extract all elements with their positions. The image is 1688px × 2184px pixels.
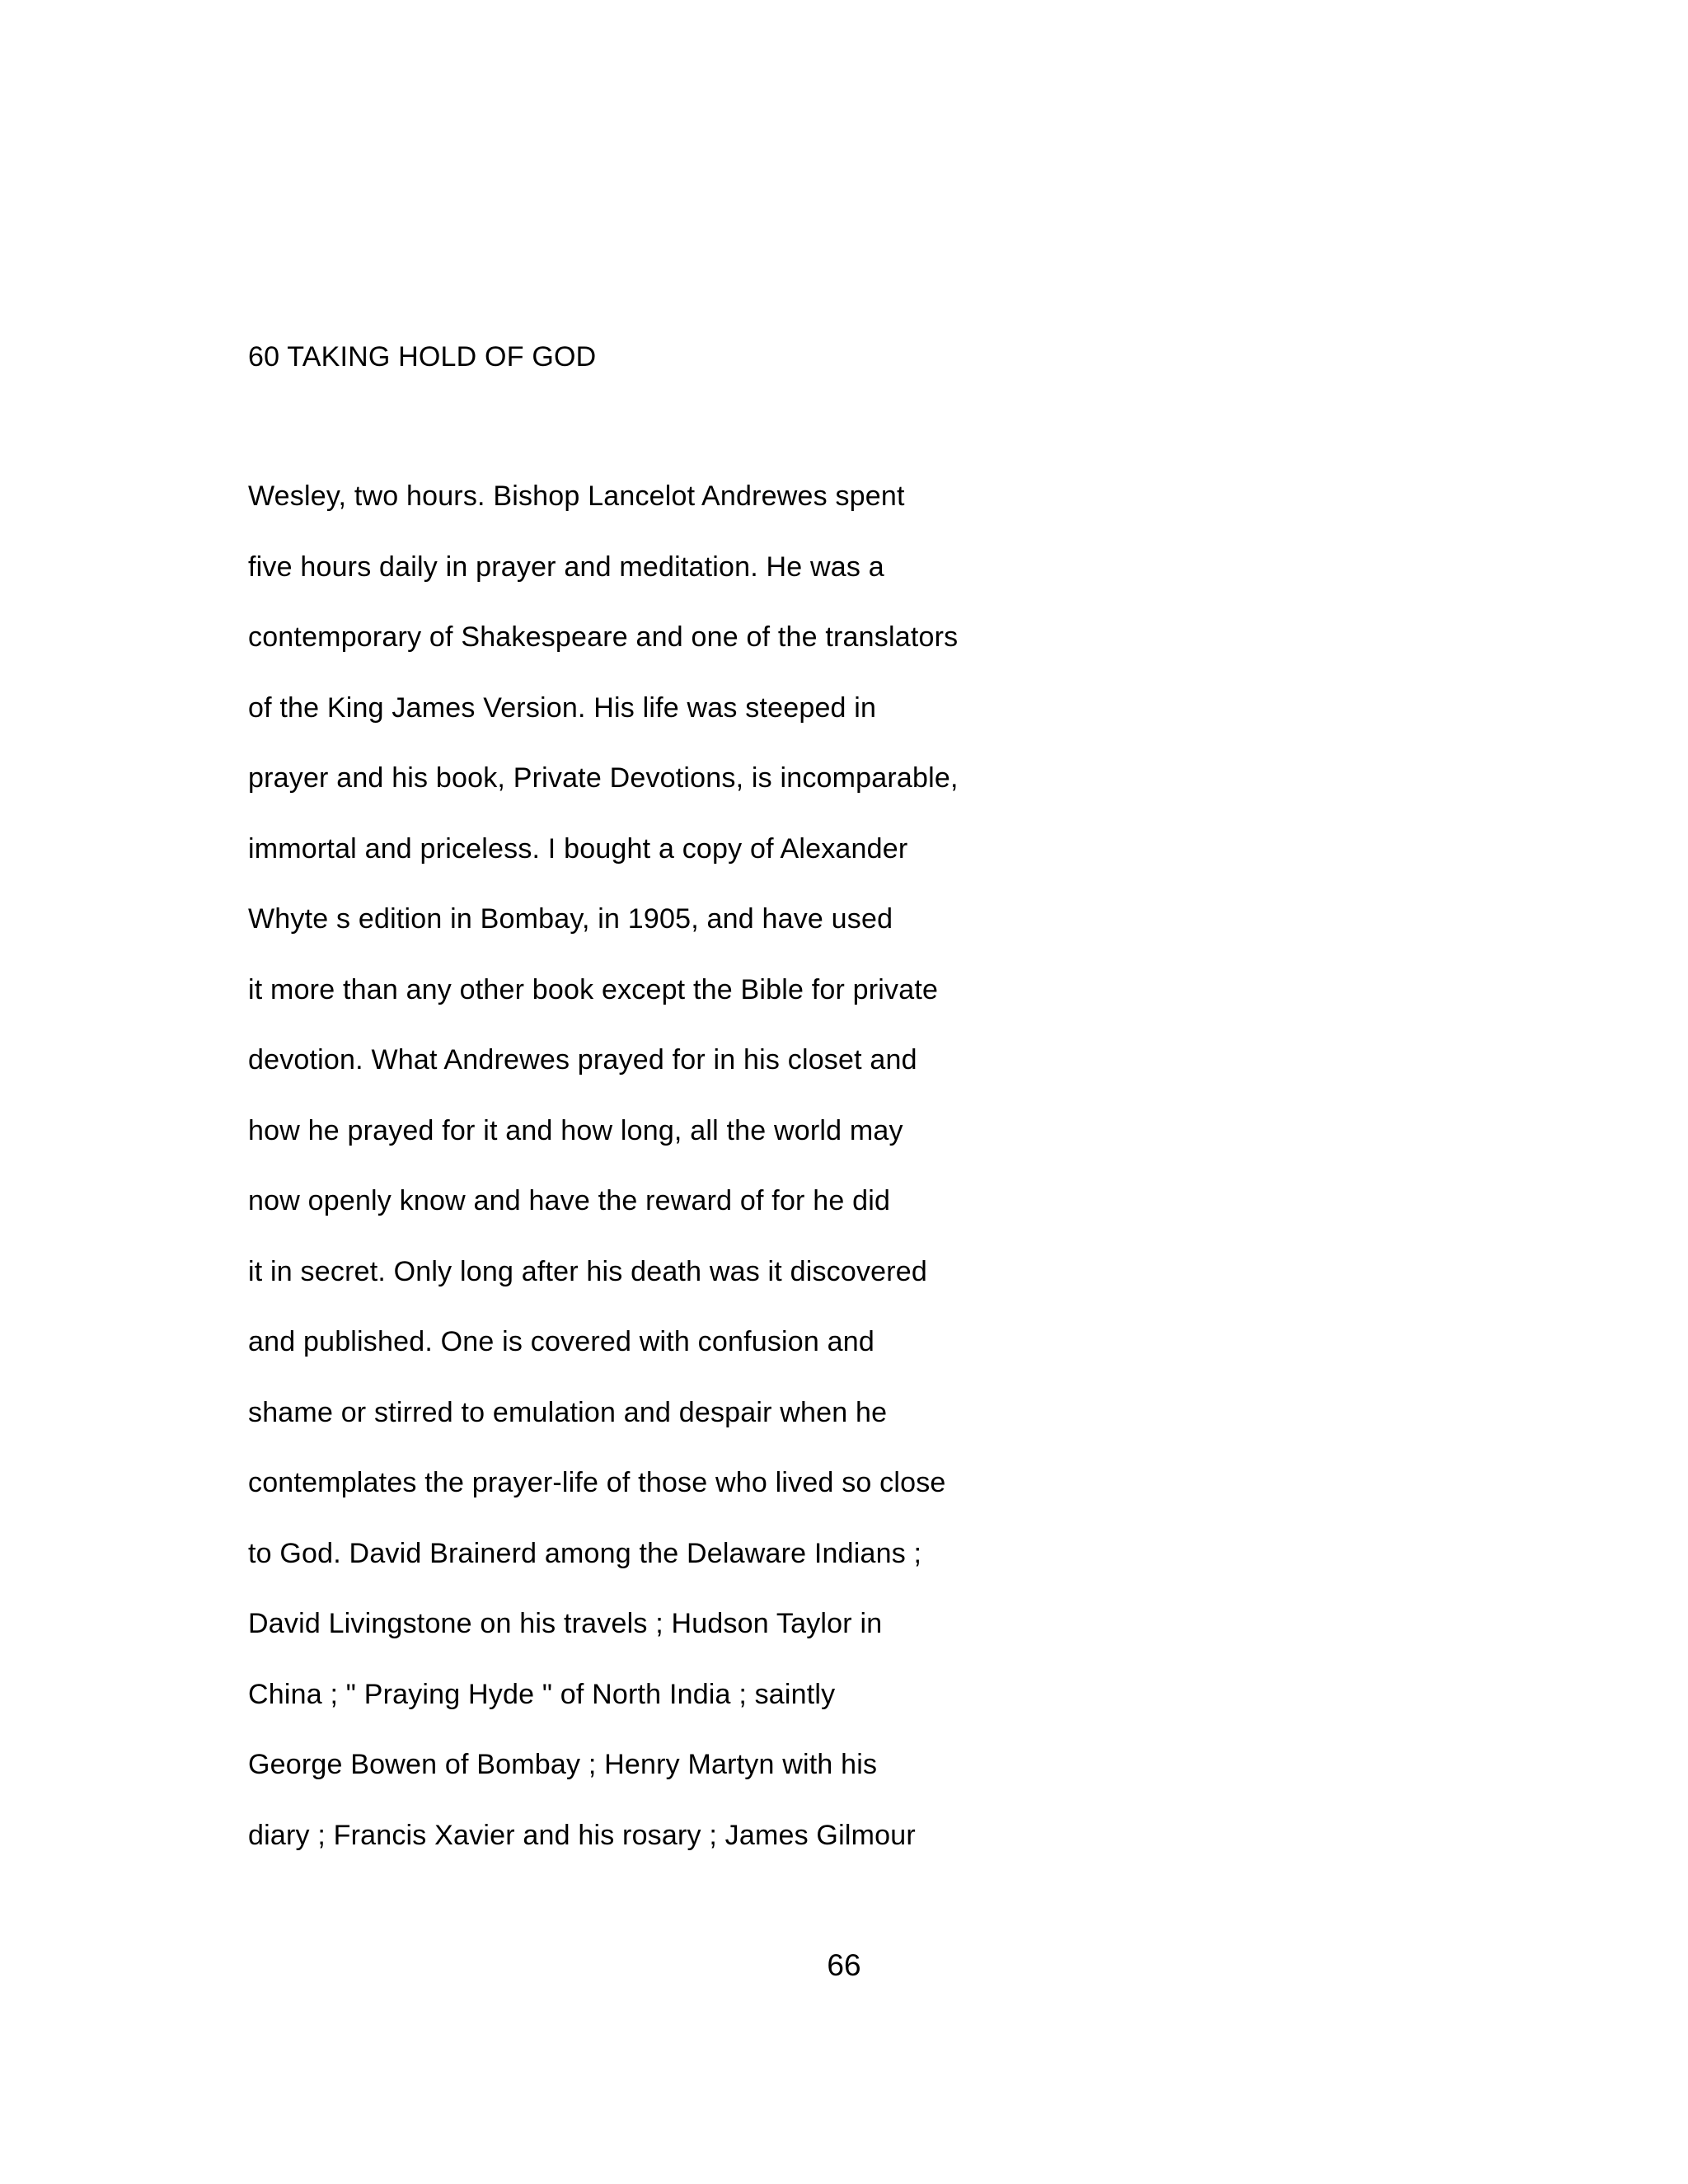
text-line: diary ; Francis Xavier and his rosary ; James Gilmour (248, 1819, 916, 1851)
text-line: five hours daily in prayer and meditation. He was a (248, 551, 884, 583)
text-line: it more than any other book except the Bible for private (248, 973, 939, 1005)
body-text (248, 480, 959, 1889)
text-line: devotion. What Andrewes prayed for in his closet and (248, 1044, 917, 1076)
text-line: prayer and his book, Private Devotions, is incomparable, (248, 762, 959, 794)
text-line: China ; " Praying Hyde " of North India ; saintly (248, 1678, 836, 1710)
text-line: it in secret. Only long after his death was it discovered (248, 1255, 928, 1287)
text-line: and published. One is covered with confusion and (248, 1326, 874, 1357)
text-line: Whyte s edition in Bombay, in 1905, and have used (248, 903, 893, 935)
text-line: immortal and priceless. I bought a copy of Alexander (248, 832, 908, 865)
running-head: 60 TAKING HOLD OF GOD (248, 341, 597, 373)
text-line: George Bowen of Bombay ; Henry Martyn with his (248, 1749, 878, 1780)
text-line: contemplates the prayer-life of those who lived so close (248, 1467, 946, 1498)
text-line: to God. David Brainerd among the Delaware Indians ; (248, 1537, 922, 1569)
text-line: Wesley, two hours. Bishop Lancelot Andrewes spent (248, 480, 905, 512)
page-number: 66 (827, 1948, 861, 1982)
text-line: David Livingstone on his travels ; Hudson Taylor in (248, 1608, 883, 1639)
text-line: of the King James Version. His life was steeped in (248, 691, 877, 724)
text-line: contemporary of Shakespeare and one of the translators (248, 621, 959, 653)
text-line: now openly know and have the reward of for he did (248, 1185, 891, 1216)
text-line: shame or stirred to emulation and despair when he (248, 1396, 888, 1428)
text-line: how he prayed for it and how long, all the world may (248, 1114, 903, 1146)
